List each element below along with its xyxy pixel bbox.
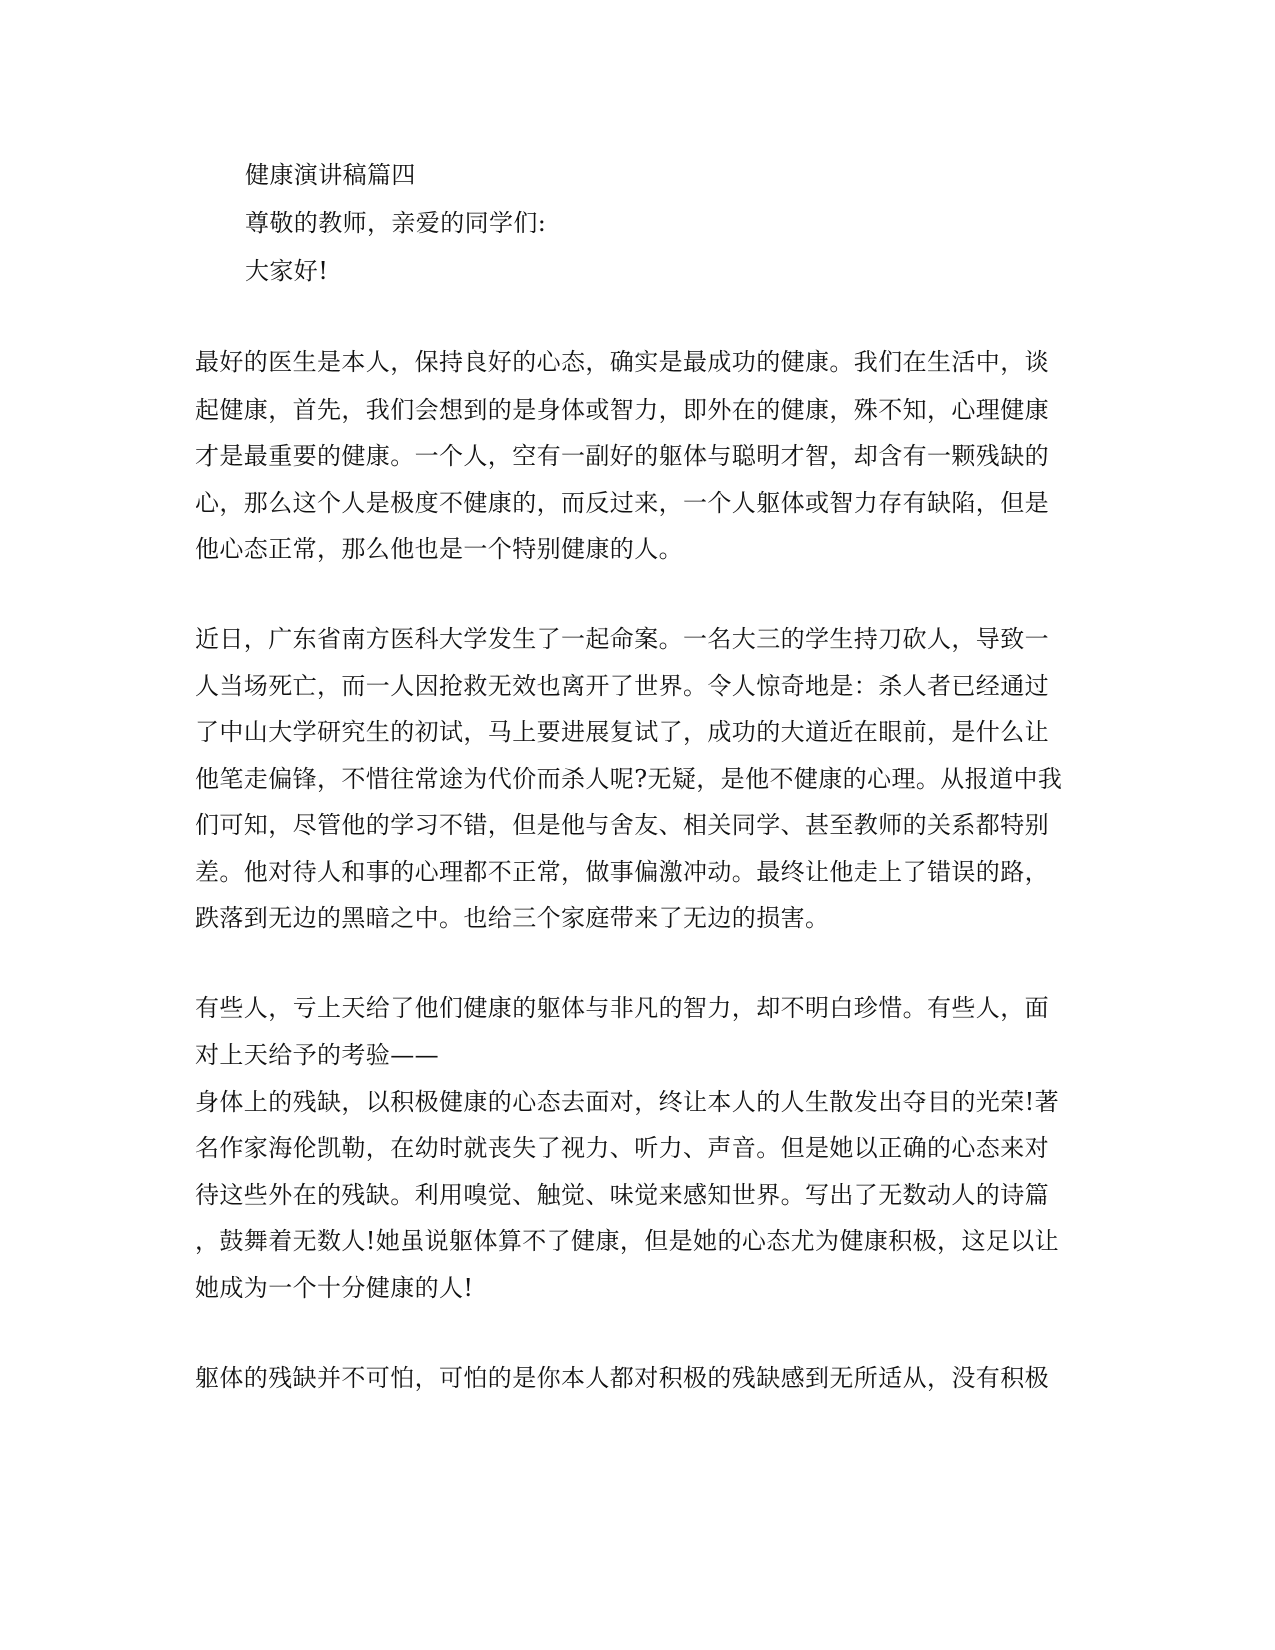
paragraph-3-line-7: 她成为一个十分健康的人! (195, 1274, 474, 1302)
paragraph-2-line-1: 近日，广东省南方医科大学发生了一起命案。一名大三的学生持刀砍人，导致一 (195, 625, 1049, 653)
paragraph-3-line-6: ，鼓舞着无数人!她虽说躯体算不了健康，但是她的心态尤为健康积极，这足以让 (195, 1227, 1060, 1255)
paragraph-3-line-2: 对上天给予的考验—— (195, 1041, 439, 1069)
paragraph-2-line-5: 们可知，尽管他的学习不错，但是他与舍友、相关同学、甚至教师的关系都特别 (195, 811, 1049, 839)
paragraph-2-line-6: 差。他对待人和事的心理都不正常，做事偏激冲动。最终让他走上了错误的路， (195, 858, 1049, 886)
paragraph-2-line-7: 跌落到无边的黑暗之中。也给三个家庭带来了无边的损害。 (195, 904, 830, 932)
salutation: 尊敬的教师，亲爱的同学们: (245, 209, 547, 237)
paragraph-3-line-5: 待这些外在的残缺。利用嗅觉、触觉、味觉来感知世界。写出了无数动人的诗篇 (195, 1181, 1049, 1209)
greeting: 大家好! (245, 257, 329, 285)
paragraph-2-line-2: 人当场死亡，而一人因抢救无效也离开了世界。令人惊奇地是：杀人者已经通过 (195, 672, 1049, 700)
paragraph-1-line-1: 最好的医生是本人，保持良好的心态，确实是最成功的健康。我们在生活中，谈 (195, 348, 1049, 376)
paragraph-1-line-3: 才是最重要的健康。一个人，空有一副好的躯体与聪明才智，却含有一颗残缺的 (195, 442, 1049, 470)
paragraph-3-line-3: 身体上的残缺，以积极健康的心态去面对，终让本人的人生散发出夺目的光荣!著 (195, 1088, 1060, 1116)
paragraph-2-line-4: 他笔走偏锋，不惜往常途为代价而杀人呢?无疑，是他不健康的心理。从报道中我 (195, 765, 1063, 793)
paragraph-1-line-4: 心，那么这个人是极度不健康的，而反过来，一个人躯体或智力存有缺陷，但是 (195, 489, 1049, 517)
paragraph-1-line-2: 起健康，首先，我们会想到的是身体或智力，即外在的健康，殊不知，心理健康 (195, 396, 1049, 424)
paragraph-3-line-1: 有些人，亏上天给了他们健康的躯体与非凡的智力，却不明白珍惜。有些人，面 (195, 994, 1049, 1022)
paragraph-1-line-5: 他心态正常，那么他也是一个特别健康的人。 (195, 535, 683, 563)
document-title: 健康演讲稿篇四 (245, 161, 416, 189)
paragraph-3-line-4: 名作家海伦凯勒，在幼时就丧失了视力、听力、声音。但是她以正确的心态来对 (195, 1134, 1049, 1162)
paragraph-2-line-3: 了中山大学研究生的初试，马上要进展复试了，成功的大道近在眼前，是什么让 (195, 718, 1049, 746)
paragraph-4-line-1: 躯体的残缺并不可怕，可怕的是你本人都对积极的残缺感到无所适从，没有积极 (195, 1364, 1049, 1392)
